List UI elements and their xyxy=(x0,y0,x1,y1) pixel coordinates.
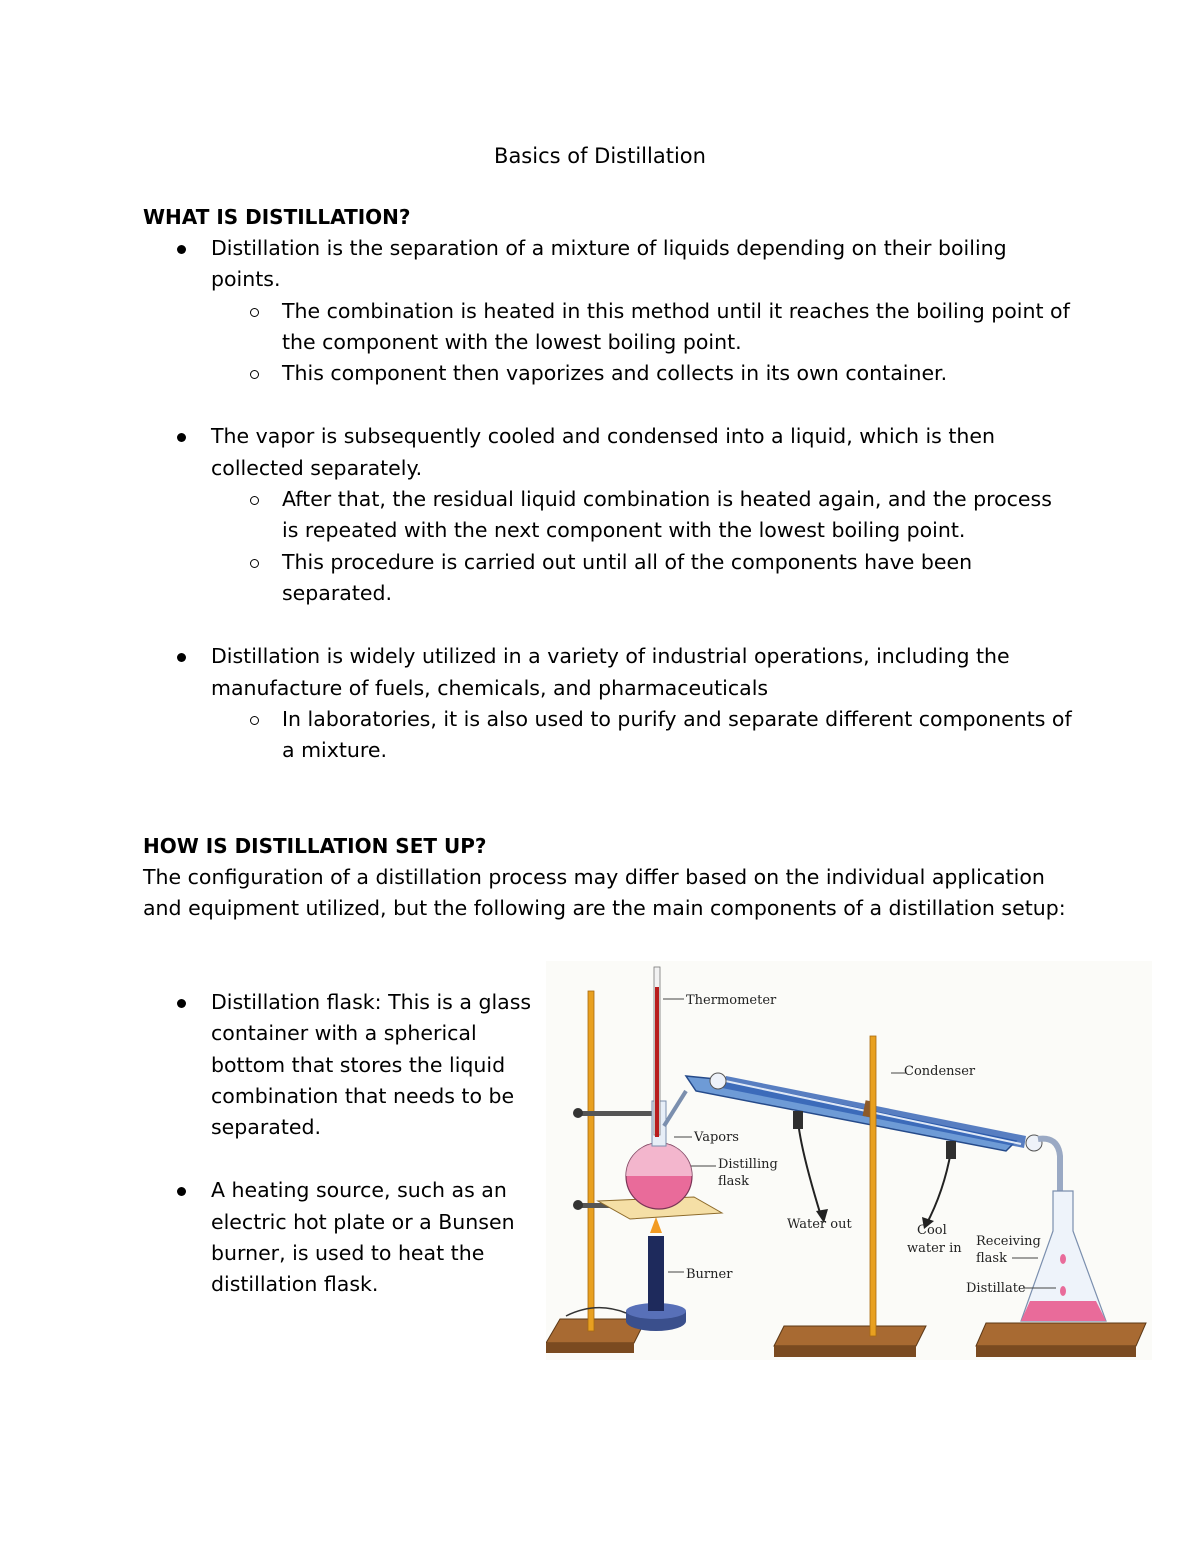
right-ring-stand xyxy=(976,1323,1146,1357)
thermometer xyxy=(654,967,660,1137)
sub-bullet-text: The combination is heated in this method until it reaches the boiling point of the component with the lowest boiling point. xyxy=(282,298,1070,354)
hollow-bullet-icon xyxy=(250,716,259,725)
label-water-out: Water out xyxy=(787,1217,852,1232)
sub-bullet-text: In laboratories, it is also used to purify and separate different components of a mixture. xyxy=(282,706,1072,763)
bullet-text: Distillation flask: This is a glass container with a spherical bottom that stores the liquid combination that needs to be separated. xyxy=(211,990,532,1140)
sub-list-item xyxy=(211,296,1073,359)
label-condenser: Condenser xyxy=(904,1064,976,1079)
sub-list-item xyxy=(211,358,1073,389)
what-bullet-list xyxy=(143,233,1073,766)
label-thermometer: Thermometer xyxy=(686,993,777,1008)
sub-list-item xyxy=(211,704,1073,767)
sub-list-item xyxy=(211,547,1073,610)
label-receiving-flask-1: Receiving xyxy=(976,1234,1041,1249)
bullet-icon xyxy=(177,1187,186,1196)
hollow-bullet-icon xyxy=(250,496,259,505)
label-burner: Burner xyxy=(686,1267,733,1282)
label-distilling-flask-1: Distilling xyxy=(718,1157,778,1172)
bullet-icon xyxy=(177,245,186,254)
sub-list-item xyxy=(211,484,1073,547)
setup-intro-paragraph: The configuration of a distillation process may differ based on the individual application and equipment utilized, but the following are the main components of a distillation setup: xyxy=(143,865,1066,921)
label-vapors: Vapors xyxy=(694,1130,739,1145)
label-distillate: Distillate xyxy=(966,1281,1026,1296)
label-receiving-flask-2: flask xyxy=(976,1251,1007,1266)
distillation-apparatus-figure xyxy=(546,961,1152,1360)
hollow-bullet-icon xyxy=(250,559,259,568)
hollow-bullet-icon xyxy=(250,308,259,317)
list-item xyxy=(143,1175,543,1300)
sub-bullet-text: This component then vaporizes and collects in its own container. xyxy=(282,361,948,386)
bullet-text: A heating source, such as an electric hot plate or a Bunsen burner, is used to heat the distillation flask. xyxy=(211,1178,515,1297)
bullet-text: Distillation is widely utilized in a variety of industrial operations, including the manufacture of fuels, chemicals, and pharmaceuticals xyxy=(211,644,1010,700)
label-distilling-flask-2: flask xyxy=(718,1174,749,1189)
hollow-bullet-icon xyxy=(250,370,259,379)
bullet-text: Distillation is the separation of a mixture of liquids depending on their boiling points. xyxy=(211,236,1007,292)
sub-bullet-text: This procedure is carried out until all of the components have been separated. xyxy=(282,549,973,605)
page-title: Basics of Distillation xyxy=(494,144,706,168)
bullet-icon xyxy=(177,653,186,662)
list-item xyxy=(143,641,1073,766)
list-item xyxy=(143,421,1073,609)
section-heading-how: HOW IS DISTILLATION SET UP? xyxy=(143,834,487,858)
label-cool-water-2: water in xyxy=(907,1241,962,1256)
bullet-icon xyxy=(177,433,186,442)
sub-bullet-text: After that, the residual liquid combination is heated again, and the process is repeated with the next component with the lowest boiling point. xyxy=(282,487,1052,543)
bullet-icon xyxy=(177,999,186,1008)
list-item xyxy=(143,987,543,1143)
bullet-text: The vapor is subsequently cooled and condensed into a liquid, which is then collected separately. xyxy=(211,424,995,480)
label-cool-water-1: Cool xyxy=(917,1223,947,1238)
setup-bullet-list xyxy=(143,987,543,1301)
list-item xyxy=(143,233,1073,389)
section-heading-what: WHAT IS DISTILLATION? xyxy=(143,205,411,229)
